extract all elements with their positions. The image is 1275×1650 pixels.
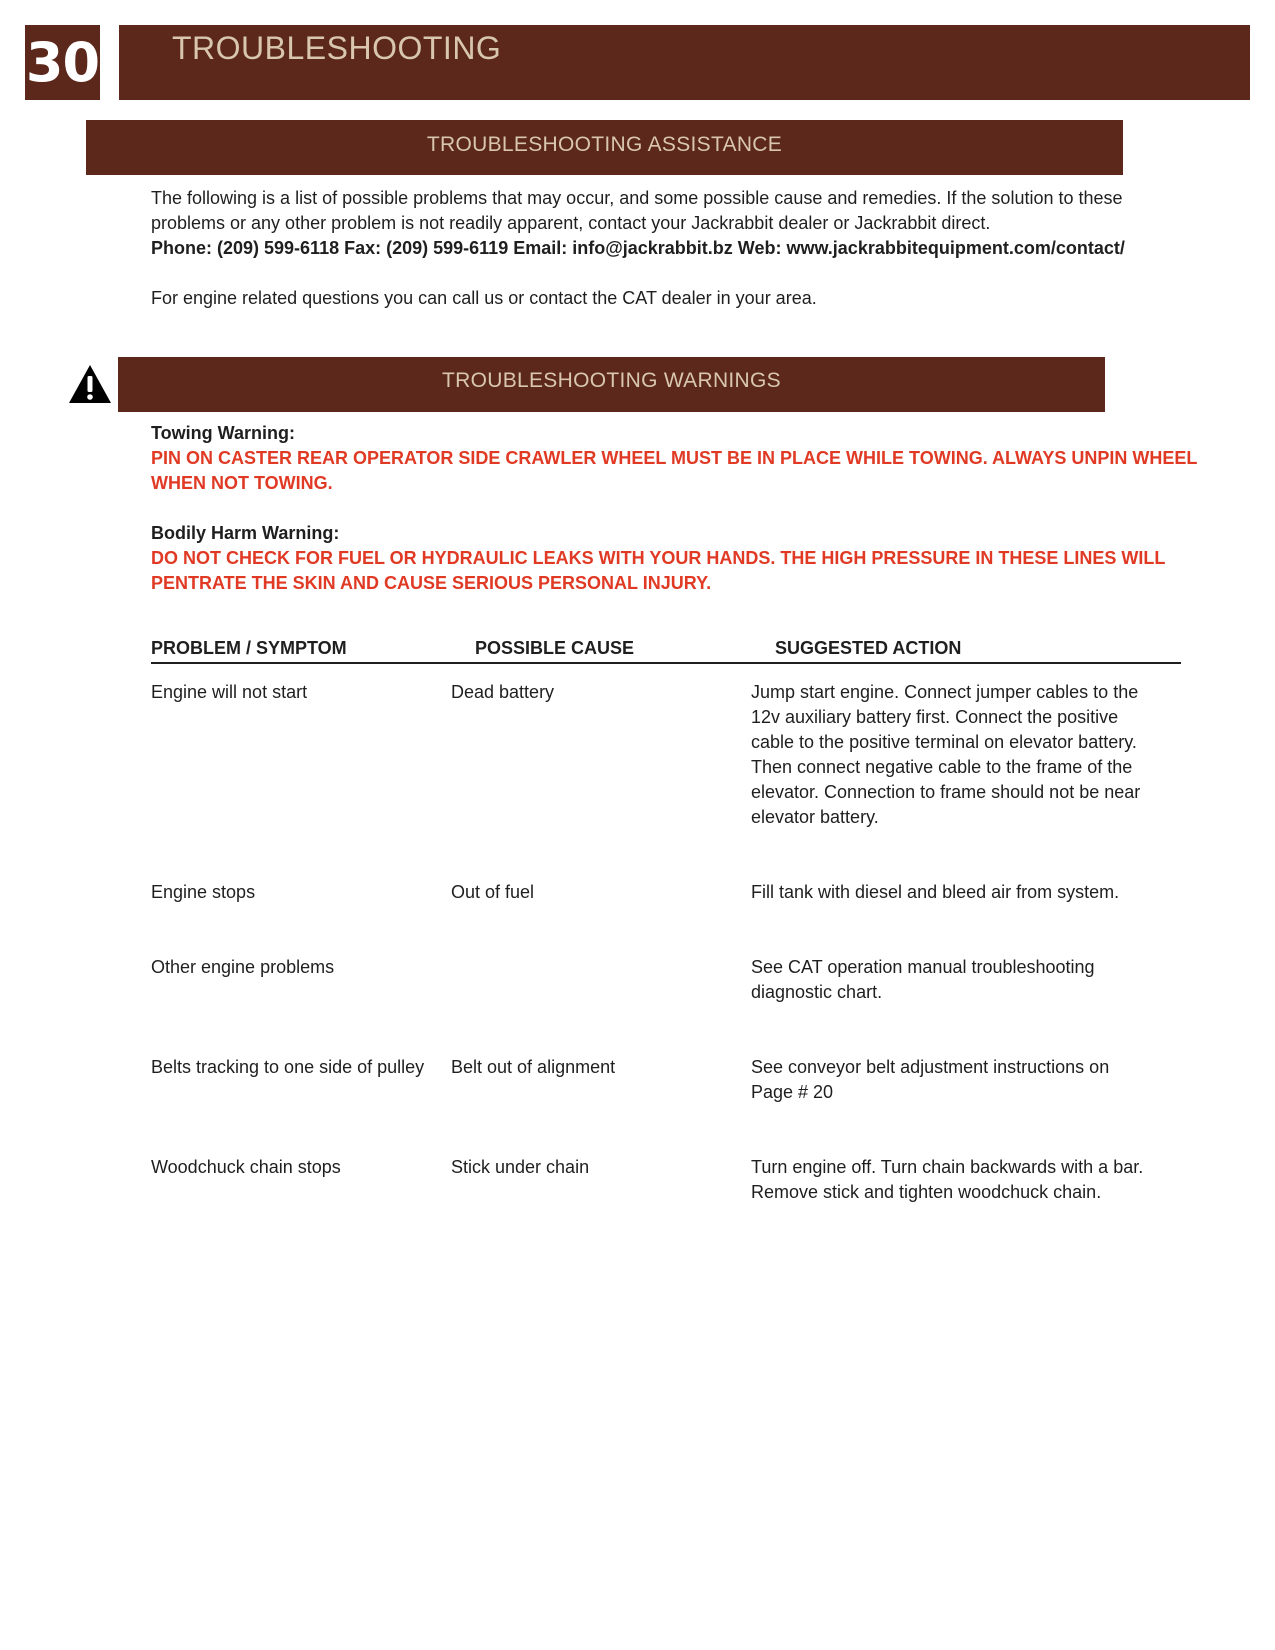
header-problem: PROBLEM / SYMPTOM	[151, 638, 347, 658]
bodily-warning-title: Bodily Harm Warning:	[151, 523, 340, 543]
table-row-action-line: Fill tank with diesel and bleed air from system.	[751, 882, 1120, 902]
intro-line-2: problems or any other problem is not readily apparent, contact your Jackrabbit dealer or Jackrabbit direct.	[151, 213, 991, 233]
table-row-action-line: Turn engine off. Turn chain backwards with a bar.	[751, 1157, 1144, 1177]
table-row-action-line: See CAT operation manual troubleshooting	[751, 957, 1095, 977]
table-row-action-line: Remove stick and tighten woodchuck chain.	[751, 1182, 1102, 1202]
table-row-cause: Stick under chain	[451, 1157, 590, 1177]
table-row-problem: Other engine problems	[151, 957, 335, 977]
table-row-action-line: Then connect negative cable to the frame of the	[751, 757, 1133, 777]
towing-warning-line-2: WHEN NOT TOWING.	[151, 473, 333, 493]
table-row-action-line: cable to the positive terminal on elevator battery.	[751, 732, 1137, 752]
towing-warning-line-1: PIN ON CASTER REAR OPERATOR SIDE CRAWLER WHEEL MUST BE IN PLACE WHILE TOWING. ALWAYS UNPIN WHEEL	[151, 448, 1198, 468]
troubleshooting-table-header	[151, 636, 1181, 664]
header-cause: POSSIBLE CAUSE	[475, 638, 635, 658]
table-row-action-line: See conveyor belt adjustment instructions on	[751, 1057, 1110, 1077]
page-title: TROUBLESHOOTING	[172, 30, 502, 66]
contact-info: Phone: (209) 599-6118 Fax: (209) 599-6119 Email: info@jackrabbit.bz Web: www.jackrabbitequipment.com/contact/	[151, 238, 1125, 258]
table-row-action-line: elevator. Connection to frame should not be near	[751, 782, 1141, 802]
table-row-cause: Belt out of alignment	[451, 1057, 616, 1077]
table-row-action-line: Page # 20	[751, 1082, 834, 1102]
table-row-problem: Engine stops	[151, 882, 256, 902]
header-action: SUGGESTED ACTION	[775, 638, 962, 658]
towing-warning-title: Towing Warning:	[151, 423, 295, 443]
engine-note: For engine related questions you can call us or contact the CAT dealer in your area.	[151, 288, 817, 308]
table-row-problem: Woodchuck chain stops	[151, 1157, 341, 1177]
table-row-action-line: diagnostic chart.	[751, 982, 883, 1002]
bodily-warning-line-1: DO NOT CHECK FOR FUEL OR HYDRAULIC LEAKS WITH YOUR HANDS. THE HIGH PRESSURE IN THESE LINES WILL	[151, 548, 1166, 568]
table-row-action-line: 12v auxiliary battery first. Connect the positive	[751, 707, 1119, 727]
page-title-bar	[119, 25, 1250, 100]
warnings-heading: TROUBLESHOOTING WARNINGS	[118, 357, 1105, 412]
intro-line-1: The following is a list of possible problems that may occur, and some possible cause and remedies. If the solution to these	[151, 188, 1123, 208]
table-row-problem: Belts tracking to one side of pulley	[151, 1057, 425, 1077]
warning-triangle-icon	[67, 363, 113, 405]
bodily-warning-line-2: PENTRATE THE SKIN AND CAUSE SERIOUS PERSONAL INJURY.	[151, 573, 712, 593]
table-row-action-line: elevator battery.	[751, 807, 879, 827]
table-row-cause: Dead battery	[451, 682, 555, 702]
assistance-heading: TROUBLESHOOTING ASSISTANCE	[86, 120, 1123, 175]
table-row-problem: Engine will not start	[151, 682, 308, 702]
table-row-cause: Out of fuel	[451, 882, 535, 902]
page-number: 30	[25, 25, 100, 100]
table-row-action-line: Jump start engine. Connect jumper cables to the	[751, 682, 1139, 702]
